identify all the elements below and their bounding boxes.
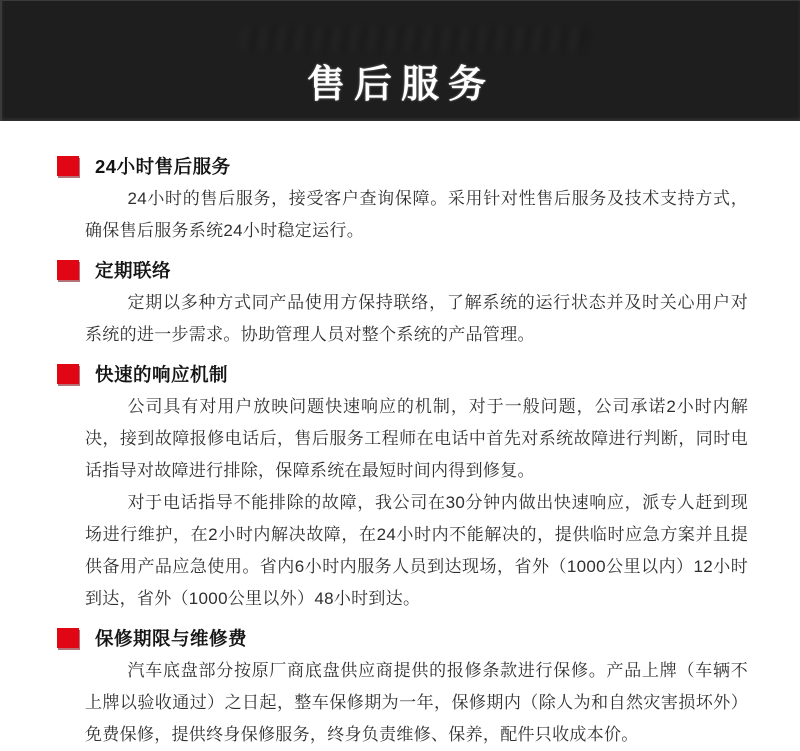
section-heading: 定期联络: [95, 260, 172, 281]
section-heading-row: [57, 257, 748, 283]
section-heading-row: [57, 361, 748, 387]
section-paragraph: 对于电话指导不能排除的故障，我公司在30分钟内做出快速响应，派专人赶到现场进行维护，在2小时内解决故障，在24小时内不能解决的，提供临时应急方案并且提供备用产品应急使用。省内6小时内服务人员到达现场，省外（1000公里以内）12小时到达，省外（1000公里以外）48小时到达。: [85, 493, 748, 608]
section-heading-row: [57, 153, 748, 179]
section-heading: 24小时售后服务: [95, 156, 231, 177]
service-section: [57, 625, 748, 751]
red-square-bullet-icon: [57, 260, 79, 280]
service-section: [57, 153, 748, 247]
section-heading: 保修期限与维修费: [95, 628, 248, 649]
service-section: [57, 257, 748, 351]
watermark-smudge: [242, 27, 587, 51]
section-paragraph: 汽车底盘部分按原厂商底盘供应商提供的报修条款进行保修。产品上牌（车辆不上牌以验收通过）之日起，整车保修期为一年，保修期内（除人为和自然灾害损坏外）免费保修，提供终身保修服务，终身负责维修、保养，配件只收成本价。: [85, 661, 748, 744]
section-paragraph: 定期以多种方式同产品使用方保持联络，了解系统的运行状态并及时关心用户对系统的进一步需求。协助管理人员对整个系统的产品管理。: [85, 293, 748, 344]
section-heading: 快速的响应机制: [95, 364, 229, 385]
header-banner: [0, 0, 800, 121]
red-square-bullet-icon: [57, 156, 79, 176]
red-square-bullet-icon: [57, 364, 79, 384]
section-body: [85, 655, 748, 751]
service-section: [57, 361, 748, 615]
section-body: [85, 183, 748, 247]
section-body: [85, 391, 748, 615]
section-heading-row: [57, 625, 748, 651]
red-square-bullet-icon: [57, 628, 79, 648]
page-title: 售后服务: [306, 64, 495, 106]
section-paragraph: 公司具有对用户放映问题快速响应的机制，对于一般问题，公司承诺2小时内解决，接到故障报修电话后，售后服务工程师在电话中首先对系统故障进行判断，同时电话指导对故障进行排除，保障系统在最短时间内得到修复。: [85, 397, 748, 480]
section-body: [85, 287, 748, 351]
content-area: [0, 121, 800, 751]
section-paragraph: 24小时的售后服务，接受客户查询保障。采用针对性售后服务及技术支持方式，确保售后服务系统24小时稳定运行。: [85, 189, 748, 240]
